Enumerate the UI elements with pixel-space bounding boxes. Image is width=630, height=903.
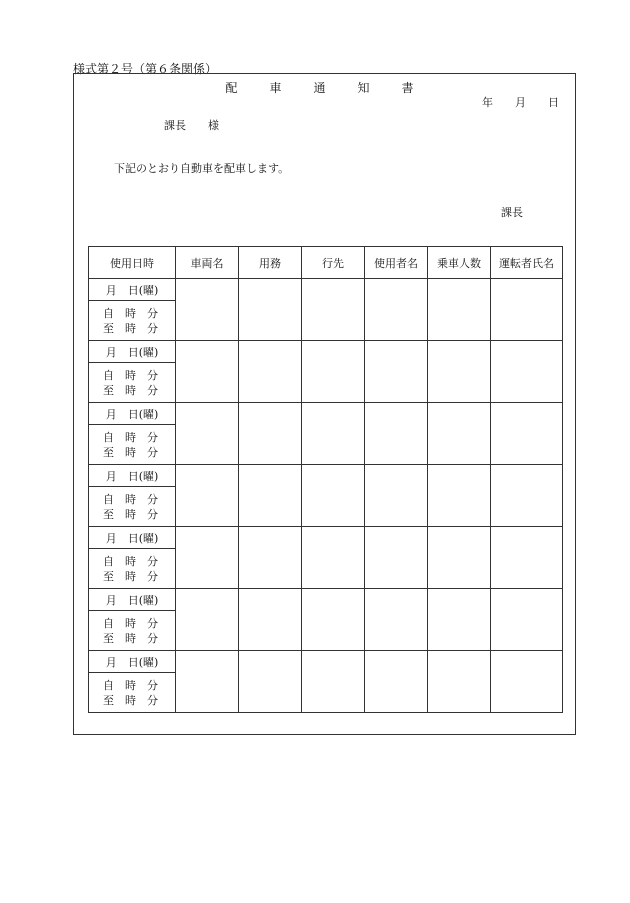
passenger-count-cell <box>428 279 491 341</box>
time-from: 自 時 分 <box>103 368 158 382</box>
passenger-count-cell <box>428 527 491 589</box>
time-to: 至 時 分 <box>103 383 158 397</box>
document-frame <box>73 73 576 735</box>
time-from: 自 時 分 <box>103 554 158 568</box>
vehicle-name-cell <box>176 527 239 589</box>
header-driver-name: 運転者氏名 <box>491 247 563 279</box>
vehicle-name-cell <box>176 465 239 527</box>
driver-name-cell <box>491 465 563 527</box>
table-row <box>89 527 563 549</box>
header-destination: 行先 <box>302 247 365 279</box>
destination-cell <box>302 403 365 465</box>
date-cell: 月 日(曜) <box>89 403 176 425</box>
purpose-cell <box>239 465 302 527</box>
time-range-cell <box>89 673 176 713</box>
time-from: 自 時 分 <box>103 306 158 320</box>
date-cell: 月 日(曜) <box>89 651 176 673</box>
time-from: 自 時 分 <box>103 492 158 506</box>
addressee: 課長 様 <box>164 119 219 132</box>
driver-name-cell <box>491 279 563 341</box>
passenger-count-cell <box>428 589 491 651</box>
table-row <box>89 465 563 487</box>
purpose-cell <box>239 589 302 651</box>
time-range-cell <box>89 363 176 403</box>
time-to: 至 時 分 <box>103 507 158 521</box>
time-range-cell <box>89 301 176 341</box>
time-to: 至 時 分 <box>103 321 158 335</box>
time-range-cell <box>89 487 176 527</box>
date-cell: 月 日(曜) <box>89 341 176 363</box>
purpose-cell <box>239 341 302 403</box>
time-to: 至 時 分 <box>103 631 158 645</box>
date-line: 年 月 日 <box>482 96 559 109</box>
vehicle-name-cell <box>176 651 239 713</box>
destination-cell <box>302 651 365 713</box>
date-cell: 月 日(曜) <box>89 589 176 611</box>
passenger-count-cell <box>428 403 491 465</box>
destination-cell <box>302 527 365 589</box>
time-from: 自 時 分 <box>103 430 158 444</box>
time-from: 自 時 分 <box>103 678 158 692</box>
driver-name-cell <box>491 651 563 713</box>
header-usage-datetime: 使用日時 <box>89 247 176 279</box>
table-row <box>89 589 563 611</box>
user-name-cell <box>365 651 428 713</box>
table-row <box>89 651 563 673</box>
form-number: 様式第２号（第６条関係） <box>73 62 218 76</box>
time-to: 至 時 分 <box>103 569 158 583</box>
time-to: 至 時 分 <box>103 693 158 707</box>
destination-cell <box>302 279 365 341</box>
header-user-name: 使用者名 <box>365 247 428 279</box>
header-purpose: 用務 <box>239 247 302 279</box>
driver-name-cell <box>491 403 563 465</box>
vehicle-name-cell <box>176 589 239 651</box>
time-from: 自 時 分 <box>103 616 158 630</box>
purpose-cell <box>239 279 302 341</box>
user-name-cell <box>365 341 428 403</box>
time-to: 至 時 分 <box>103 445 158 459</box>
time-range-cell <box>89 425 176 465</box>
table-row <box>89 403 563 425</box>
dispatch-table <box>88 246 563 713</box>
header-vehicle-name: 車両名 <box>176 247 239 279</box>
driver-name-cell <box>491 527 563 589</box>
driver-name-cell <box>491 589 563 651</box>
user-name-cell <box>365 589 428 651</box>
user-name-cell <box>365 279 428 341</box>
destination-cell <box>302 341 365 403</box>
table-header-row <box>89 247 563 279</box>
header-passenger-count: 乗車人数 <box>428 247 491 279</box>
user-name-cell <box>365 465 428 527</box>
destination-cell <box>302 465 365 527</box>
passenger-count-cell <box>428 651 491 713</box>
passenger-count-cell <box>428 465 491 527</box>
sender: 課長 <box>501 206 523 219</box>
time-range-cell <box>89 549 176 589</box>
table-row <box>89 279 563 301</box>
purpose-cell <box>239 527 302 589</box>
vehicle-name-cell <box>176 403 239 465</box>
destination-cell <box>302 589 365 651</box>
table-row <box>89 341 563 363</box>
time-range-cell <box>89 611 176 651</box>
driver-name-cell <box>491 341 563 403</box>
purpose-cell <box>239 403 302 465</box>
purpose-cell <box>239 651 302 713</box>
date-cell: 月 日(曜) <box>89 527 176 549</box>
passenger-count-cell <box>428 341 491 403</box>
date-cell: 月 日(曜) <box>89 465 176 487</box>
user-name-cell <box>365 527 428 589</box>
body-text: 下記のとおり自動車を配車します。 <box>114 162 290 175</box>
document-title: 配 車 通 知 書 <box>225 81 424 95</box>
date-cell: 月 日(曜) <box>89 279 176 301</box>
user-name-cell <box>365 403 428 465</box>
vehicle-name-cell <box>176 341 239 403</box>
vehicle-name-cell <box>176 279 239 341</box>
